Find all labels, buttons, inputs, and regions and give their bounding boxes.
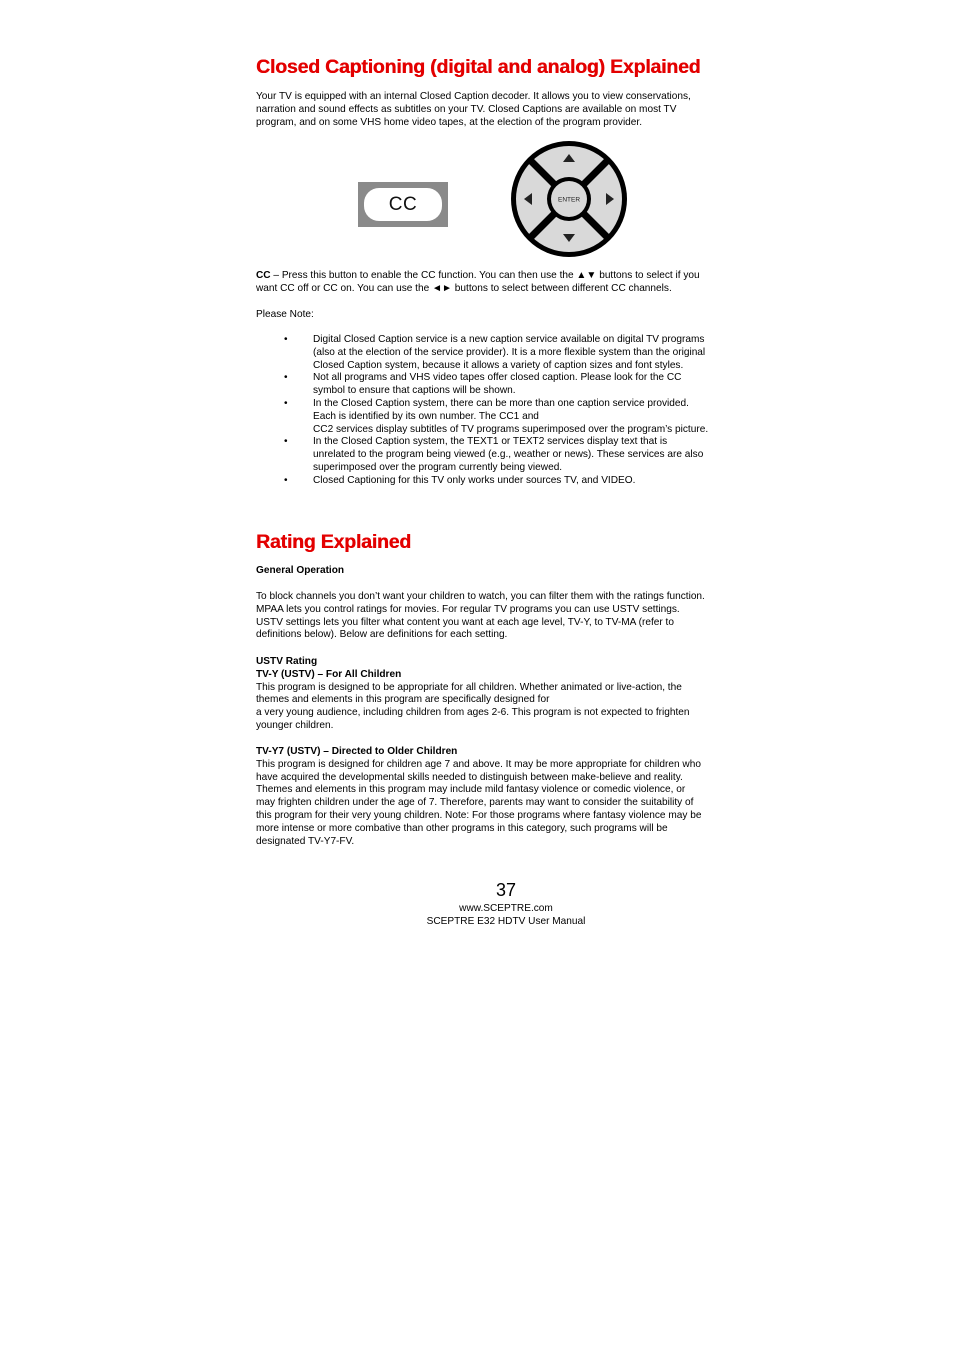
- text-line: Themes and elements in this program may include mild fantasy violence or comedic violence, or: [256, 784, 686, 796]
- list-item-line: symbol to ensure that captions will be shown.: [313, 385, 516, 397]
- text-line: this program for their very young children. Note: For those programs where fantasy violence may be: [256, 809, 702, 821]
- general-operation-heading: General Operation: [256, 565, 345, 576]
- list-item-line: CC2 services display subtitles of TV programs superimposed over the program’s picture.: [313, 423, 709, 435]
- list-item: [256, 372, 761, 398]
- footer-manual-title: SCEPTRE E32 HDTV User Manual: [426, 916, 586, 927]
- cc-desc-text: want CC off or CC on. You can use the ◄► buttons to select between different CC channels.: [256, 282, 672, 294]
- ustv-rating-heading: USTV Rating: [256, 656, 318, 667]
- list-item-line: unrelated to the program being viewed (e.g., weather or news). These services are also: [313, 449, 704, 461]
- general-operation-text: [256, 591, 761, 642]
- list-item: [256, 398, 761, 436]
- cc-intro-line: narration and sound effects as subtitles on your TV. Closed Captions are available on most TV: [256, 103, 677, 115]
- list-item: [256, 334, 761, 372]
- cc-desc-term: CC: [256, 270, 271, 281]
- text-line: have acquired the developmental skills needed to distinguish between make-believe and reality.: [256, 771, 683, 783]
- cc-description: [256, 270, 761, 296]
- cc-intro-line: Your TV is equipped with an internal Closed Caption decoder. It allows you to view conservations,: [256, 91, 691, 102]
- list-item-line: Closed Captioning for this TV only works under sources TV, and VIDEO.: [313, 474, 636, 486]
- text-line: younger children.: [256, 719, 334, 731]
- rating-section-title: Rating Explained: [256, 531, 411, 553]
- list-item-line: (also at the election of the service provider). It is a more flexible system than the original: [313, 346, 706, 358]
- tvy7-heading: TV-Y7 (USTV) – Directed to Older Children: [256, 746, 458, 757]
- list-item-line: In the Closed Caption system, there can be more than one caption service provided.: [313, 397, 689, 409]
- list-item-line: Closed Caption system, because it allows a variety of caption sizes and font styles.: [313, 359, 684, 371]
- list-item-line: Not all programs and VHS video tapes offer closed caption. Please look for the CC: [313, 372, 682, 384]
- list-item-line: In the Closed Caption system, the TEXT1 or TEXT2 services display text that is: [313, 436, 668, 448]
- list-item-line: Digital Closed Caption service is a new caption service available on digital TV programs: [313, 334, 705, 345]
- list-item-line: superimposed over the program currently being viewed.: [313, 461, 563, 473]
- text-line: may frighten children under the age of 7. Therefore, parents may want to consider the suitability of: [256, 797, 694, 809]
- footer-website: www.SCEPTRE.com: [459, 903, 553, 914]
- tvy-block: [256, 656, 761, 733]
- bullet-symbol: •: [284, 334, 288, 345]
- text-line: a very young audience, including children from ages 2-6. This program is not expected to frighten: [256, 707, 690, 719]
- bullet-symbol: •: [284, 474, 288, 486]
- cc-intro-paragraph: [256, 91, 761, 129]
- text-line: themes and elements in this program are specifically designed for: [256, 694, 550, 706]
- text-line: This program is designed to be appropriate for all children. Whether animated or live-action, the: [256, 681, 682, 693]
- text-line: To block channels you don’t want your children to watch, you can filter them with the ratings function.: [256, 591, 705, 602]
- enter-label: ENTER: [557, 196, 581, 204]
- text-line: more intense or more combative than other programs in this category, such programs will be: [256, 822, 668, 834]
- cc-button-label: CC: [364, 188, 442, 221]
- list-item: [256, 475, 761, 488]
- cc-button-image: [358, 182, 448, 227]
- cc-intro-line: program, and on some VHS home video tapes, at the election of the program provider.: [256, 116, 643, 128]
- text-line: This program is designed for children age 7 and above. It may be more appropriate for children who: [256, 758, 701, 770]
- tvy-heading: TV-Y (USTV) – For All Children: [256, 668, 402, 680]
- cc-desc-text: – Press this button to enable the CC function. You can then use the ▲▼ buttons to select if you: [270, 270, 700, 281]
- page-number: 37: [495, 880, 517, 900]
- bullet-symbol: •: [284, 436, 288, 448]
- bullet-symbol: •: [284, 397, 288, 409]
- text-line: MPAA lets you control ratings for movies. For regular TV programs you can use USTV settings.: [256, 603, 680, 615]
- tvy7-block: [256, 746, 761, 848]
- remote-dpad-image: [510, 140, 628, 258]
- text-line: designated TV-Y7-FV.: [256, 835, 355, 847]
- bullet-symbol: •: [284, 372, 288, 384]
- cc-notes-list: [256, 334, 761, 488]
- text-line: definitions below). Below are definitions for each setting.: [256, 629, 508, 641]
- please-note-label: Please Note:: [256, 309, 314, 320]
- cc-section-title: Closed Captioning (digital and analog) Explained: [256, 56, 701, 78]
- list-item: [256, 436, 761, 474]
- text-line: USTV settings lets you filter what content you want at each age level, TV-Y, to TV-MA (refer to: [256, 616, 674, 628]
- list-item-line: Each is identified by its own number. The CC1 and: [313, 410, 539, 422]
